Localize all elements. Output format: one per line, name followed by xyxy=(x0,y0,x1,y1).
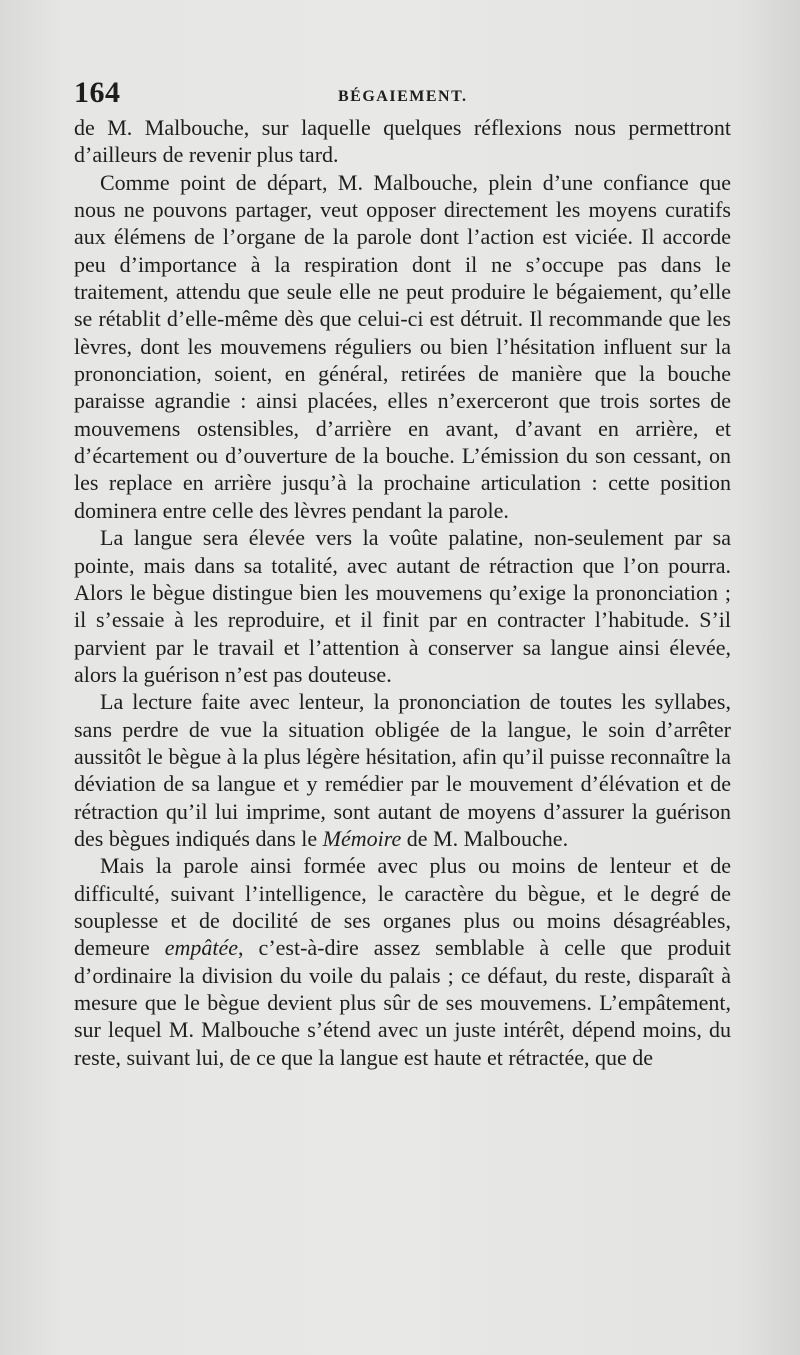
paragraph-4-text-after: de M. Malbouche. xyxy=(401,825,569,851)
page-number: 164 xyxy=(74,76,121,109)
body-text xyxy=(74,114,731,1071)
empatee-italic: empâtée xyxy=(164,935,239,961)
paragraph-4-text-before: La lecture faite avec lenteur, la prononciation de toutes les syllabes, sans perdre de vue la situation obligée de la langue, le soin d’arrêter aussitôt le bègue à la plus légère hésitation, afin qu’il puisse reconnaître la déviation de sa langue et y remédier par le mouvement d’élévation et de rétraction qu’il lui imprime, sont autant de moyens d’assurer la guérison des bègues indiqués dans le xyxy=(74,689,731,851)
paragraph-1: de M. Malbouche, sur laquelle quelques réflexions nous permettront d’ailleurs de revenir plus tard. xyxy=(74,115,731,168)
running-head: BÉGAIEMENT. xyxy=(338,88,468,105)
paragraph-3: La langue sera élevée vers la voûte palatine, non-seulement par sa pointe, mais dans sa totalité, avec autant de rétraction que l’on pourra. Alors le bègue distingue bien les mouvemens qu’exige la prononciation ; il s’essaie à les reproduire, et il finit par en contracter l’habitude. S’il parvient par le travail et l’attention à conserver sa langue ainsi élevée, alors la guérison n’est pas douteuse. xyxy=(74,525,731,687)
paragraph-5 xyxy=(74,852,731,1071)
paragraph-4 xyxy=(74,688,731,852)
paragraph-5-text-before: Mais la parole ainsi formée avec plus ou moins de lenteur et de difficulté, suivant l’intelligence, le caractère du bègue, et le degré de souplesse et de docilité de ses organes plus ou moins désagréables, demeure xyxy=(74,853,731,961)
page-header xyxy=(74,76,730,112)
paragraph-5-text-after: , c’est-à-dire assez semblable à celle que produit d’ordinaire la division du voile du palais ; ce défaut, du reste, disparaît à mesure que le bègue devient plus sûr de ses mouvemens. L’empâtement, sur lequel M. Malbouche s’étend avec un juste intérêt, dépend moins, du reste, suivant lui, de ce que la langue est haute et rétractée, que de xyxy=(74,935,731,1070)
memoire-italic: Mémoire xyxy=(322,825,402,851)
paragraph-2: Comme point de départ, M. Malbouche, plein d’une confiance que nous ne pouvons partager, veut opposer directement les moyens curatifs aux élémens de l’organe de la parole dont l’action est viciée. Il accorde peu d’importance à la respiration dont il ne s’occupe pas dans le traitement, attendu que seule elle ne peut produire le bégaiement, qu’elle se rétablit d’elle-même dès que celui-ci est détruit. Il recommande que les lèvres, dont les mouvemens réguliers ou bien l’hésitation influent sur la prononciation, soient, en général, retirées de manière que la bouche paraisse agrandie : ainsi placées, elles n’exerceront que trois sortes de mouvemens ostensibles, d’arrière en avant, d’avant en arrière, et d’écartement ou d’ouverture de la bouche. L’émission du son cessant, on les replace en arrière jusqu’à la prochaine articulation : cette position dominera entre celle des lèvres pendant la parole. xyxy=(74,169,731,523)
